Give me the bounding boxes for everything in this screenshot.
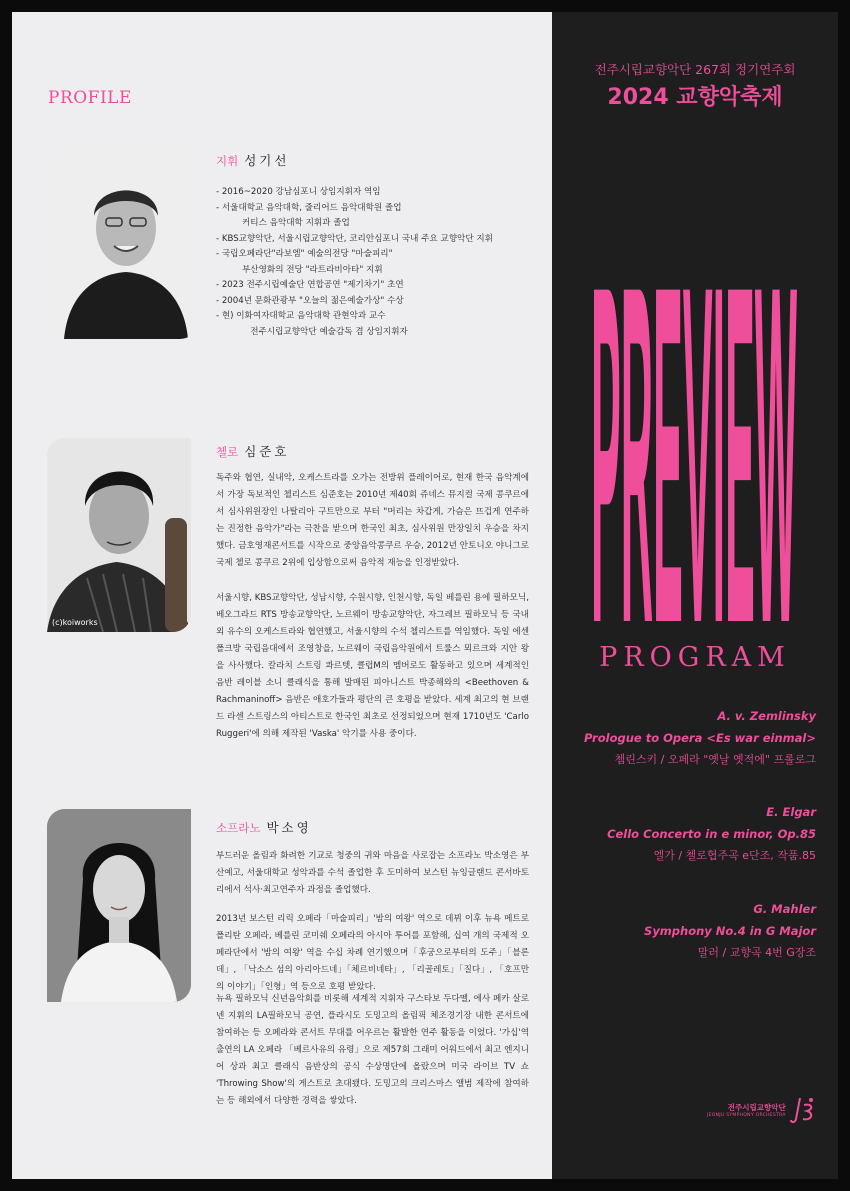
work-mahler [644,898,816,964]
conductor-name: 성기선 [244,153,290,168]
photo-credit: (c)koiworks [52,618,98,627]
festival-title: 2024 교향악축제 [607,85,783,110]
work-zemlinsky [584,705,816,771]
career-item: - KBS교향악단, 서울시립교향악단, 코리안심포니 국내 주요 교향악단 지휘 [216,232,536,248]
orchestra-emblem-icon [790,1095,816,1125]
work-elgar [607,801,816,867]
career-item: - 2023 전주시립예술단 연합공연 "제기차기" 초연 [216,278,536,294]
career-item: 전주시립교향악단 예술감독 겸 상임지휘자 [242,326,408,337]
conductor-career-list [216,185,536,340]
work-composer: E. Elgar [766,805,816,819]
conductor-name-line [216,151,289,169]
cellist-name: 심준호 [244,444,290,459]
orchestra-logo [707,1095,816,1125]
conductor-role: 지휘 [216,154,239,168]
cellist-name-line [216,442,289,460]
preview-word: PREVIEW [591,186,798,640]
soprano-bio-paragraph-1: 부드러운 올림과 화려한 기교로 청중의 귀와 마음을 사로잡는 소프라노 박소영은 부산예고, 서울대학교 성악과를 수석 졸업한 후 도미하여 보스턴 뉴잉글랜드 콘서바토리에서 석사·최고연주자 과정을 졸업했다. [216,851,529,895]
soprano-portrait-image [47,809,191,1002]
logo-name: 전주시립교향악단 [727,1103,786,1112]
career-item: 부산영화의 전당 "라트라비아타" 지휘 [242,264,383,275]
career-item: 커티스 음악대학 지휘과 졸업 [242,218,350,228]
soprano-photo [47,809,191,1002]
work-korean-title: 말러 / 교향곡 4번 G장조 [697,946,816,959]
cellist-role: 첼로 [216,445,239,459]
career-item: - 2016~2020 강남심포니 상임지휘자 역임 [216,185,536,201]
work-composer: A. v. Zemlinsky [717,709,816,723]
career-item: - 현) 이화여자대학교 음악대학 관현악과 교수 [216,309,536,325]
work-composer: G. Mahler [753,902,816,916]
program-panel [552,12,838,1179]
work-title: Symphony No.4 in G Major [644,924,816,938]
career-item: - 국립오페라단"라보엠" 예술의전당 "마술피리" [216,247,536,263]
preview-wordmark [588,135,800,640]
soprano-role: 소프라노 [216,821,261,835]
work-title: Cello Concerto in e minor, Op.85 [607,827,816,841]
logo-english: JEONJU SYMPHONY ORCHESTRA [707,1113,786,1118]
career-item: - 서울대학교 음악대학, 줄리어드 음악대학원 졸업 [216,201,536,217]
concert-subtitle: 전주시립교향악단 267회 정기연주회 [594,62,796,77]
program-label: PROGRAM [599,642,791,673]
cellist-portrait-image [47,438,191,632]
soprano-name-line [216,818,312,836]
profile-panel [12,12,552,1179]
conductor-portrait-image [54,146,198,339]
cellist-bio-paragraph-1: 독주와 협연, 실내악, 오케스트라를 오가는 전방위 플레이어로, 현재 한국 음악계에서 가장 독보적인 첼리스트 심준호는 2010년 제40회 쥬네스 뮤지컬 국제 콩쿠르에서 심사위원장인 나탈리아 구트만으로 부터 "머리는 차갑게, 가슴은 뜨겁게 연주하는 진정한 음악가"라는 극찬을 받으며 한국인 최초, 심사위원 만장일치 우승을 차지했다. 금호영재콘서트를 시작으로 중앙음악콩쿠르 우승, 2012년 안토니오 야니그로 국제 첼로 콩쿠르 2위에 입상함으로써 음악적 재능을 인정받았다. [216,473,529,568]
soprano-name: 박소영 [266,820,312,835]
cellist-bio-paragraph-2: 서울시향, KBS교향악단, 성남시향, 수원시향, 인천시향, 독일 베를린 용에 필하모닉, 베오그라드 RTS 방송교향악단, 노르웨이 방송교향악단, 자그레브 필하모닉 등 국내외 유수의 오케스트라와 협연했고, 서울시향의 수석 첼리스트를 역임했다. 독일 에센 폴크방 국립음대에서 조영창을, 노르웨이 국립음악원에서 트룰스 뫼르크와 지안 왕을 사사했다. 칼라치 스트링 콰르텟, 클럽M의 멤버로도 활동하고 있으며 세계적인 음반 레이블 소니 클래식을 통해 발매된 피아니스트 박종해와의 <Beethoven & Rachmaninoff> 음반은 애호가들과 평단의 큰 호평을 받았다. 세계 최고의 현 브랜드 라센 스트링스의 아티스트로 한국인 최초로 선정되었으며 현재 1710년도 'Carlo Ruggeri'에 의해 제작된 'Vaska' 악기를 사용 중이다. [216,593,529,739]
conductor-photo [54,146,198,339]
cellist-photo [47,438,191,632]
profile-heading: PROFILE [48,88,132,108]
work-title: Prologue to Opera <Es war einmal> [583,731,816,745]
work-korean-title: 엘가 / 첼로협주곡 e단조, 작품.85 [653,849,816,862]
career-item: - 2004년 문화관광부 "오늘의 젊은예술가상" 수상 [216,294,536,310]
soprano-bio-paragraph-3: 뉴욕 필하모닉 신년음악회를 비롯해 세계적 지휘자 구스타보 두다멜, 에사 페카 살로넨 지휘의 LA필하모닉 공연, 플라시도 도밍고의 올림픽 체조경기장 내한 콘서트에 참여하는 등 오페라와 콘서트 무대를 어우르는 활발한 연주 활동을 이었다. '가십'역 출연의 LA 오페라 「베르사유의 유령」으로 제57회 그래미 어워드에서 최고 엔지니어 상과 최고 클래식 음반상의 공식 수상명단에 올랐으며 미국 라이브 TV 쇼 'Throwing Show'의 게스트로 초대됐다. 도밍고의 크리스마스 앨범 제작에 참여하는 등 해외에서 다양한 경력을 쌓았다. [216,994,529,1106]
soprano-bio-paragraph-2: 2013년 보스턴 리릭 오페라「마술피리」'밤의 여왕' 역으로 데뷔 이후 뉴욕 메트로폴리탄 오페라, 베를린 코미쉐 오페라의 아시아 투어를 포함해, 십여 개의 국제적 오페라단에서 '밤의 여왕' 역을 수십 차례 연기했으며「후궁으로부터의 도주」「블론데」, 「낙소스 섬의 아리아드네」「체르비네타」, 「리골레토」「질다」, 「호프만 의 이야기」「인형」역 등으로 호평 받았다. [216,914,529,992]
work-korean-title: 쳄린스키 / 오페라 "옛날 옛적에" 프롤로그 [614,753,816,766]
